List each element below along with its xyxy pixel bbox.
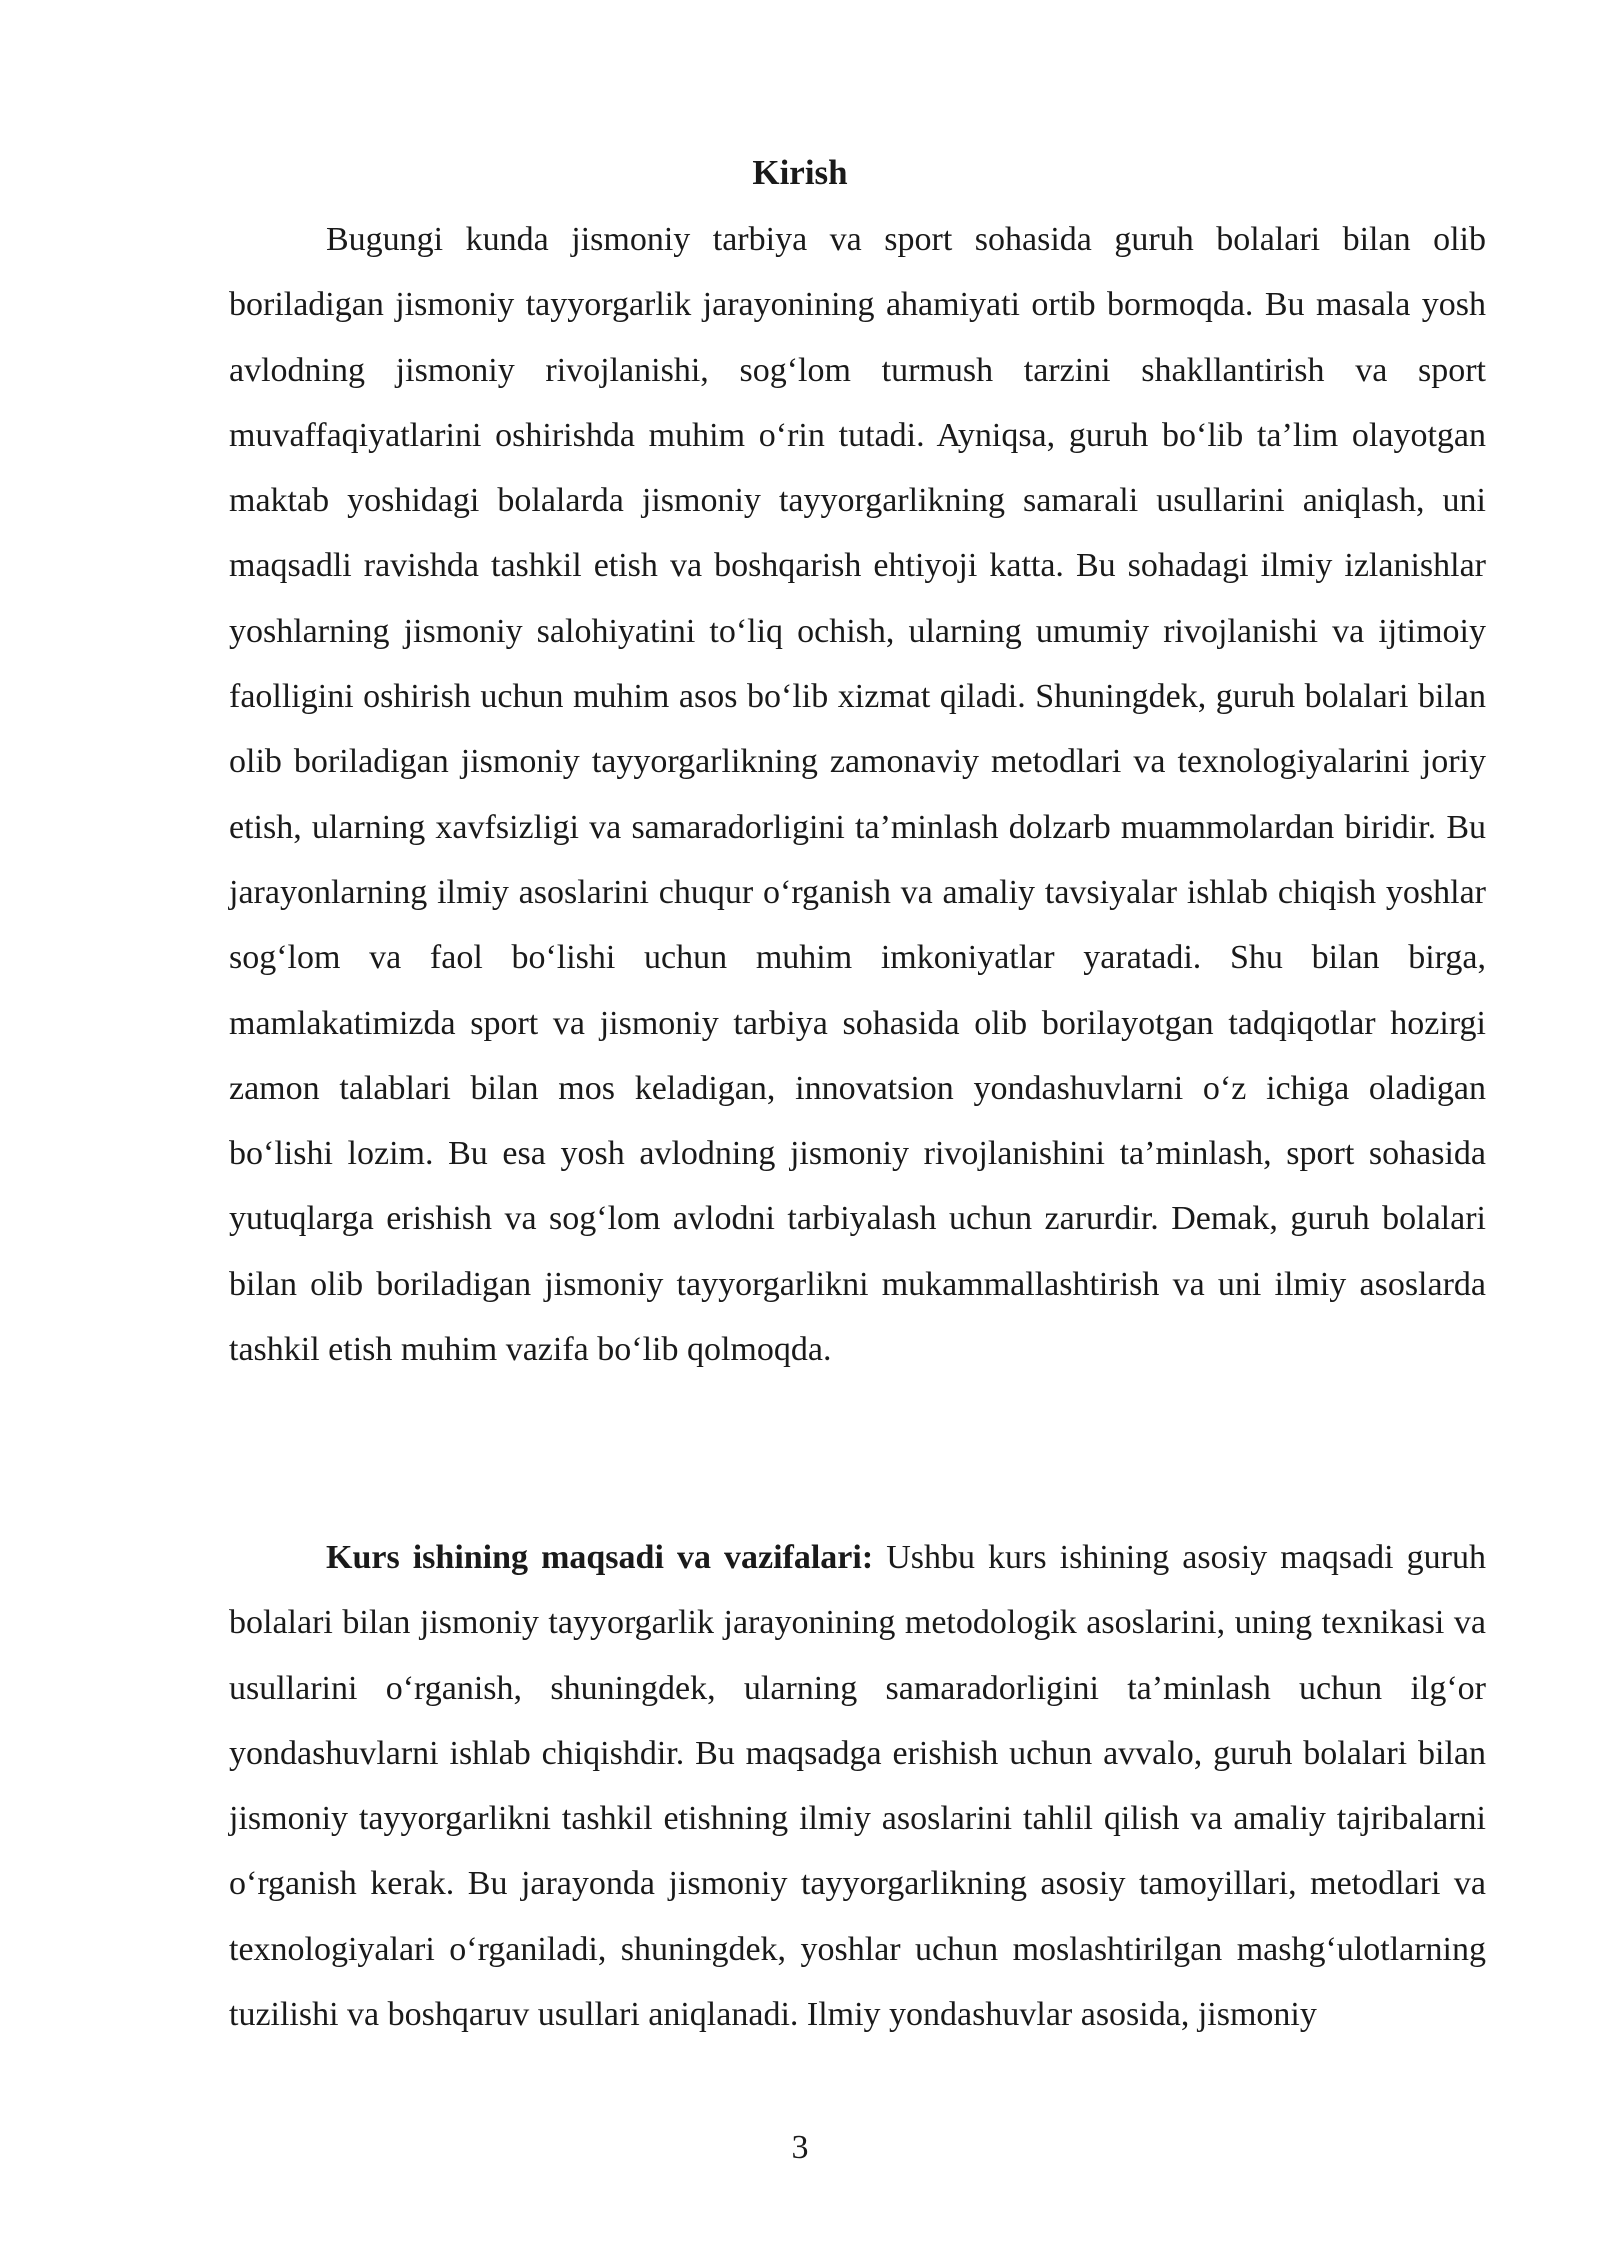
introduction-paragraph: Bugungi kunda jismoniy tarbiya va sport sohasida guruh bolalari bilan olib boriladigan jismoniy tayyorgarlik jarayonining ahamiyati ortib bormoqda. Bu masala yosh avlodning jismoniy rivojlanishi, sog‘lom turmush tarzini shakllantirish va sport muvaffaqiyatlarini oshirishda muhim o‘rin tutadi. Ayniqsa, guruh bo‘lib ta’lim olayotgan maktab yoshidagi bolalarda jismoniy tayyorgarlikning samarali usullarini aniqlash, uni maqsadli ravishda tashkil etish va boshqarish ehtiyoji katta. Bu sohadagi ilmiy izlanishlar yoshlarning jismoniy salohiyatini to‘liq ochish, ularning umumiy rivojlanishi va ijtimoiy faolligini oshirish uchun muhim asos bo‘lib xizmat qiladi. Shuningdek, guruh bolalari bilan olib boriladigan jismoniy tayyorgarlikning zamonaviy metodlari va texnologiyalarini joriy etish, ularning xavfsizligi va samaradorligini ta’minlash dolzarb muammolardan biridir. Bu jarayonlarning ilmiy asoslarini chuqur o‘rganish va amaliy tavsiyalar ishlab chiqish yoshlar sog‘lom va faol bo‘lishi uchun muhim imkoniyatlar yaratadi. Shu bilan birga, mamlakatimizda sport va jismoniy tarbiya sohasida olib borilayotgan tadqiqotlar hozirgi zamon talablari bilan mos keladigan, innovatsion yondashuvlarni o‘z ichiga oladigan bo‘lishi lozim. Bu esa yosh avlodning jismoniy rivojlanishini ta’minlash, sport sohasida yutuqlarga erishish va sog‘lom avlodni tarbiyalash uchun zarurdir. Demak, guruh bolalari bilan olib boriladigan jismoniy tayyorgarlikni mukammallashtirish va uni ilmiy asoslarda tashkil etish muhim vazifa bo‘lib qolmoqda. (229, 221, 1486, 1369)
section-title: Kirish (752, 153, 848, 192)
course-goals-heading: Kurs ishining maqsadi va vazifalari: (326, 1539, 874, 1576)
course-goals-paragraph (229, 1525, 1486, 2047)
page-number: 3 (791, 2129, 809, 2166)
course-goals-text: Ushbu kurs ishining asosiy maqsadi guruh bolalari bilan jismoniy tayyorgarlik jarayonining metodologik asoslarini, uning texnikasi va usullarini o‘rganish, shuningdek, ularning samaradorligini ta’minlash uchun ilg‘or yondashuvlarni ishlab chiqishdir. Bu maqsadga erishish uchun avvalo, guruh bolalari bilan jismoniy tayyorgarlikni tashkil etishning ilmiy asoslarini tahlil qilish va amaliy tajribalarni o‘rganish kerak. Bu jarayonda jismoniy tayyorgarlikning asosiy tamoyillari, metodlari va texnologiyalari o‘rganiladi, shuningdek, yoshlar uchun moslashtirilgan mashg‘ulotlarning tuzilishi va boshqaruv usullari aniqlanadi. Ilmiy yondashuvlar asosida, jismoniy (229, 1539, 1486, 2034)
